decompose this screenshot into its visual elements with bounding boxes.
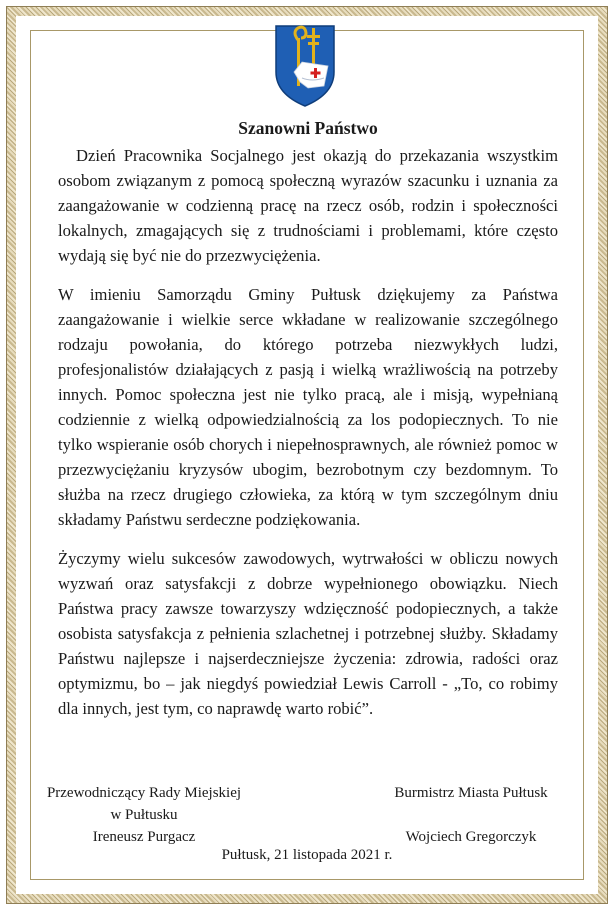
signature-left-title-line2: w Pułtusku — [110, 807, 178, 823]
signature-left — [28, 782, 260, 848]
date-line: Pułtusk, 21 listopada 2021 r. — [221, 847, 393, 863]
paragraph-1: Dzień Pracownika Socjalnego jest okazją do przekazania wszystkim osobom związanym z pomocą społeczną wyrazów szacunku i uznania za zaangażowanie w codzienną pracę na rzecz osób, rodzin i społeczności lokalnych, zmagających się z trudnościami i problemami, które często wydają się być nie do przezwyciężenia. — [58, 146, 558, 265]
signature-left-name: Ireneusz Purgacz — [92, 829, 196, 845]
paragraph-2: W imieniu Samorządu Gminy Pułtusk dziękujemy za Państwa zaangażowanie i wielkie serce wkładane w realizowanie szczególnego rodzaju powołania, do którego potrzeba niezwykłych ludzi, profesjonalistów działających z pasją i wielką wrażliwością na potrzeby innych. Pomoc społeczna jest nie tylko pracą, ale i misją, wypełnianą codziennie z wielką odpowiedzialnością za los podopiecznych. To nie tylko wspieranie osób chorych i niepełnosprawnych, ale również pomoc w przezwyciężaniu kryzysów ubogim, bezrobotnym czy bezdomnym. To służba na rzecz drugiego człowieka, za którą w tym szczególnym dniu składamy Państwu serdeczne podziękowania. — [58, 285, 558, 529]
letter-body — [58, 116, 558, 735]
letter-heading: Szanowni Państwo — [238, 118, 378, 138]
signature-right-name: Wojciech Gregorczyk — [405, 829, 537, 845]
paragraph-3: Życzymy wielu sukcesów zawodowych, wytrwałości w obliczu nowych wyzwań oraz satysfakcji z dobrze wypełnionego obowiązku. Niech Państwa pracy zawsze towarzyszy wdzięczność podopiecznych, a także osobista satysfakcja z pełnienia szlachetnej i potrzebnej służby. Składamy Państwu najlepsze i najserdeczniejsze życzenia: zdrowia, radości oraz optymizmu, bo – jak niegdyś powiedział Lewis Carroll - „To, co robimy dla innych, jest tym, co naprawdę warto robić”. — [58, 549, 558, 718]
signature-right — [364, 782, 578, 848]
signature-left-title-line1: Przewodniczący Rady Miejskiej — [46, 785, 242, 801]
signature-right-title: Burmistrz Miasta Pułtusk — [394, 785, 548, 801]
coat-of-arms-icon — [272, 22, 338, 108]
